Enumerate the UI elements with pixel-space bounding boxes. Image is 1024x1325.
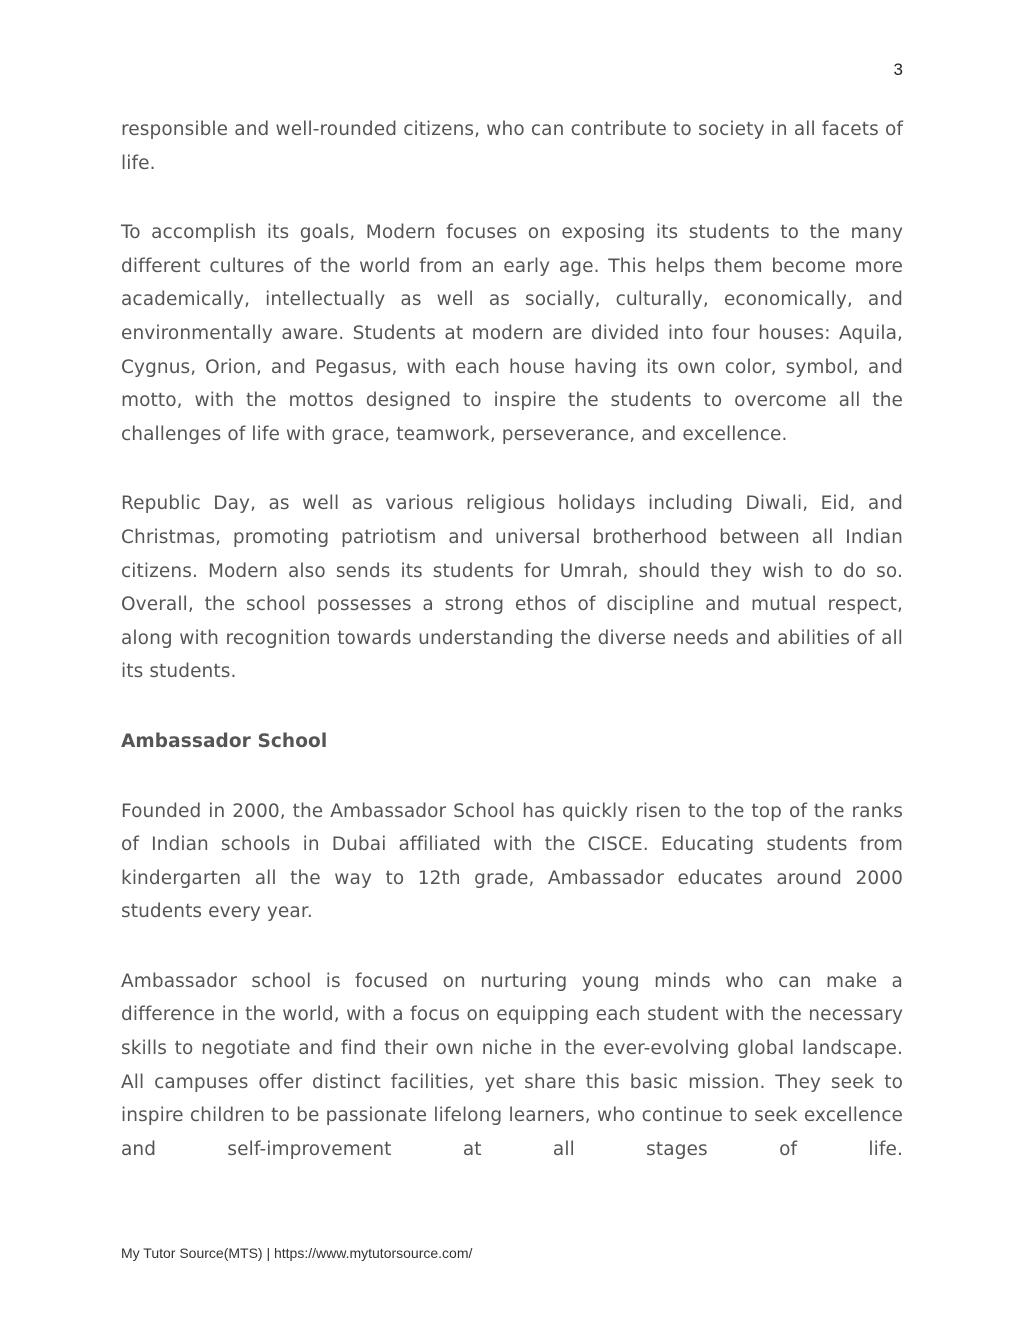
page-number: 3 <box>893 60 903 79</box>
section-heading-ambassador: Ambassador School <box>121 730 328 752</box>
paragraph-modern-goals: To accomplish its goals, Modern focuses on exposing its students to the many different cultures of the world from an early age. This helps them become more academically, intellectually as well as socially, culturally, economically, and environmentally aware. Students at modern are divided into four houses: Aquila, Cygnus, Orion, and Pegasus, with each house having its own color, symbol, and motto, with the mottos designed to inspire the students to overcome all the challenges of life with grace, teamwork, perseverance, and excellence. <box>121 222 903 445</box>
paragraph-continuation: responsible and well-rounded citizens, who can contribute to society in all facets of life. <box>121 119 903 174</box>
paragraph-ambassador-founding: Founded in 2000, the Ambassador School has quickly risen to the top of the ranks of Indian schools in Dubai affiliated with the CISCE. Educating students from kindergarten all the way to 12th grade, Ambassador educates around 2000 students every year. <box>121 800 903 923</box>
document-body <box>121 113 903 1202</box>
paragraph-ambassador-mission: Ambassador school is focused on nurturing young minds who can make a difference in the world, with a focus on equipping each student with the necessary skills to negotiate and find their own niche in the ever-evolving global landscape. All campuses offer distinct facilities, yet share this basic mission. They seek to inspire children to be passionate lifelong learners, who continue to seek excellence and self-improvement at all stages of life. <box>121 970 903 1160</box>
paragraph-modern-holidays: Republic Day, as well as various religious holidays including Diwali, Eid, and Christmas, promoting patriotism and universal brotherhood between all Indian citizens. Modern also sends its students for Umrah, should they wish to do so. Overall, the school possesses a strong ethos of discipline and mutual respect, along with recognition towards understanding the diverse needs and abilities of all its students. <box>121 493 903 683</box>
page-footer: My Tutor Source(MTS) | https://www.mytutorsource.com/ <box>121 1245 473 1261</box>
